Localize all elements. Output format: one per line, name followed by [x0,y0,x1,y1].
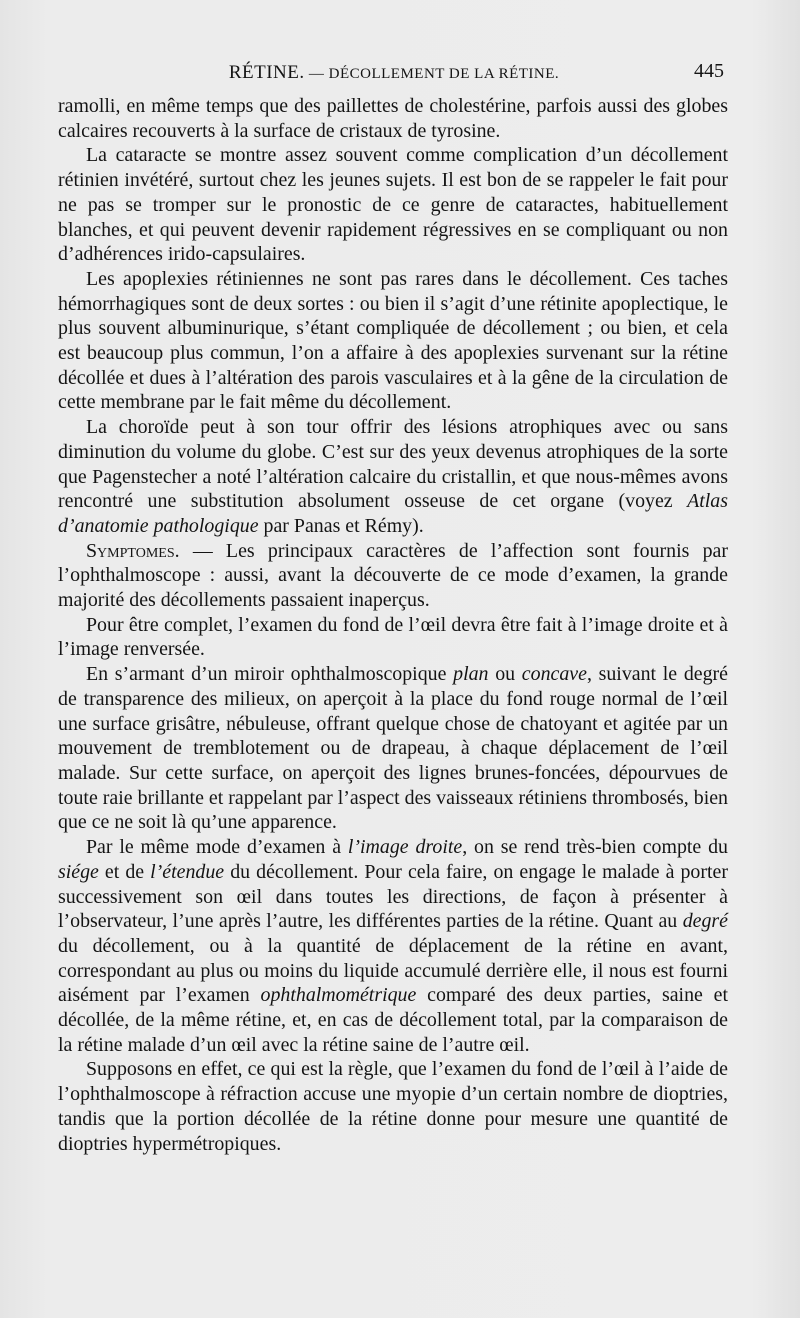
body-text [58,94,728,1156]
running-header [60,58,728,88]
running-title [60,62,728,84]
header-dash: — [308,66,325,82]
paragraph-supposons: Supposons en effet, ce qui est la règle, que l’examen du fond de l’œil à l’aide de l’ophthalmoscope à réfraction accuse une myopie d’un certain nombre de dioptries, tandis que la portion décollée de la rétine donne pour mesure une quantité de dioptries hypermétropiques. [58,1058,728,1155]
header-section: RÉTINE. [228,62,305,83]
paragraph-continuation: ramolli, en même temps que des paillettes de cholestérine, parfois aussi des globes calcaires recouverts à la surface de cristaux de tyrosine. [58,95,728,142]
section-heading-symptomes: Symptomes. [86,539,180,562]
paragraph-choroide: La choroïde peut à son tour offrir des lésions atrophiques avec ou sans diminution du volume du globe. C’est sur des yeux devenus atrophiques de la sorte que Pagenstecher a noté l’altération calcaire du cristallin, et que nous-mêmes avons rencontré une substitution absolument osseuse de cet organe (voyez Atlas d’anatomie pathologique par Panas et Rémy). [58,416,728,537]
page-number: 445 [694,60,724,82]
atlas-title: Atlas d’anatomie pathologique [58,490,728,537]
paragraph-cataracte: La cataracte se montre assez souvent comme complication d’un décollement rétinien invétéré, surtout chez les jeunes sujets. Il est bon de se rappeler le fait pour ne pas se tromper sur le pronostic de ce genre de cataractes, habituellement blanches, et qui peuvent devenir rapidement régressives en se compliquant ou non d’adhérences irido-capsulaires. [58,144,728,266]
paragraph-symptomes: Symptomes. — Les principaux caractères de l’affection sont fournis par l’ophthalmoscope : aussi, avant la découverte de ce mode d’examen, la grande majorité des décollements passaient inaperçus. [58,539,728,612]
paragraph-examen-complet: Pour être complet, l’examen du fond de l’œil devra être fait à l’image droite et à l’image renversée. [58,613,728,661]
paragraph-miroir: En s’armant d’un miroir ophthalmoscopique plan ou concave, suivant le degré de transparence des milieux, on aperçoit à la place du fond rouge normal de l’œil une surface grisâtre, nébuleuse, offrant quelque chose de chatoyant et agitée par un mouvement de tremblotement ou de drapeau, à chaque déplacement de l’œil malade. Sur cette surface, on aperçoit des lignes brunes-foncées, dépourvues de toute raie brillante et rappelant par l’aspect des vaisseaux rétiniens thrombosés, bien que ce ne soit là qu’une apparence. [58,663,728,834]
paragraph-image-droite: Par le même mode d’examen à l’image droite, on se rend très-bien compte du siége et de l’étendue du décollement. Pour cela faire, on engage le malade à porter successivement son œil dans toutes les directions, de façon à présenter à l’observateur, l’une après l’autre, les différentes parties de la rétine. Quant au degré du décollement, ou à la quantité de déplacement de la rétine en avant, correspondant au plus ou moins du liquide accumulé derrière elle, il nous est fourni aisément par l’examen ophthalmométrique comparé des deux parties, saine et décollée, de la même rétine, et, en cas de décollement total, par la comparaison de la rétine malade d’un œil avec la rétine saine de l’autre œil. [58,836,728,1056]
header-subject: DÉCOLLEMENT DE LA RÉTINE. [328,66,560,82]
paragraph-apoplexies: Les apoplexies rétiniennes ne sont pas rares dans le décollement. Ces taches hémorrhagiques sont de deux sortes : ou bien il s’agit d’une rétinite apoplectique, le plus souvent albuminurique, s’étant compliquée de décollement ; ou bien, et cela est beaucoup plus commun, l’on a affaire à des apoplexies survenant sur la rétine décollée et dues à l’altération des parois vasculaires et à la gêne de la circulation de cette membrane par le fait même du décollement. [58,267,728,414]
